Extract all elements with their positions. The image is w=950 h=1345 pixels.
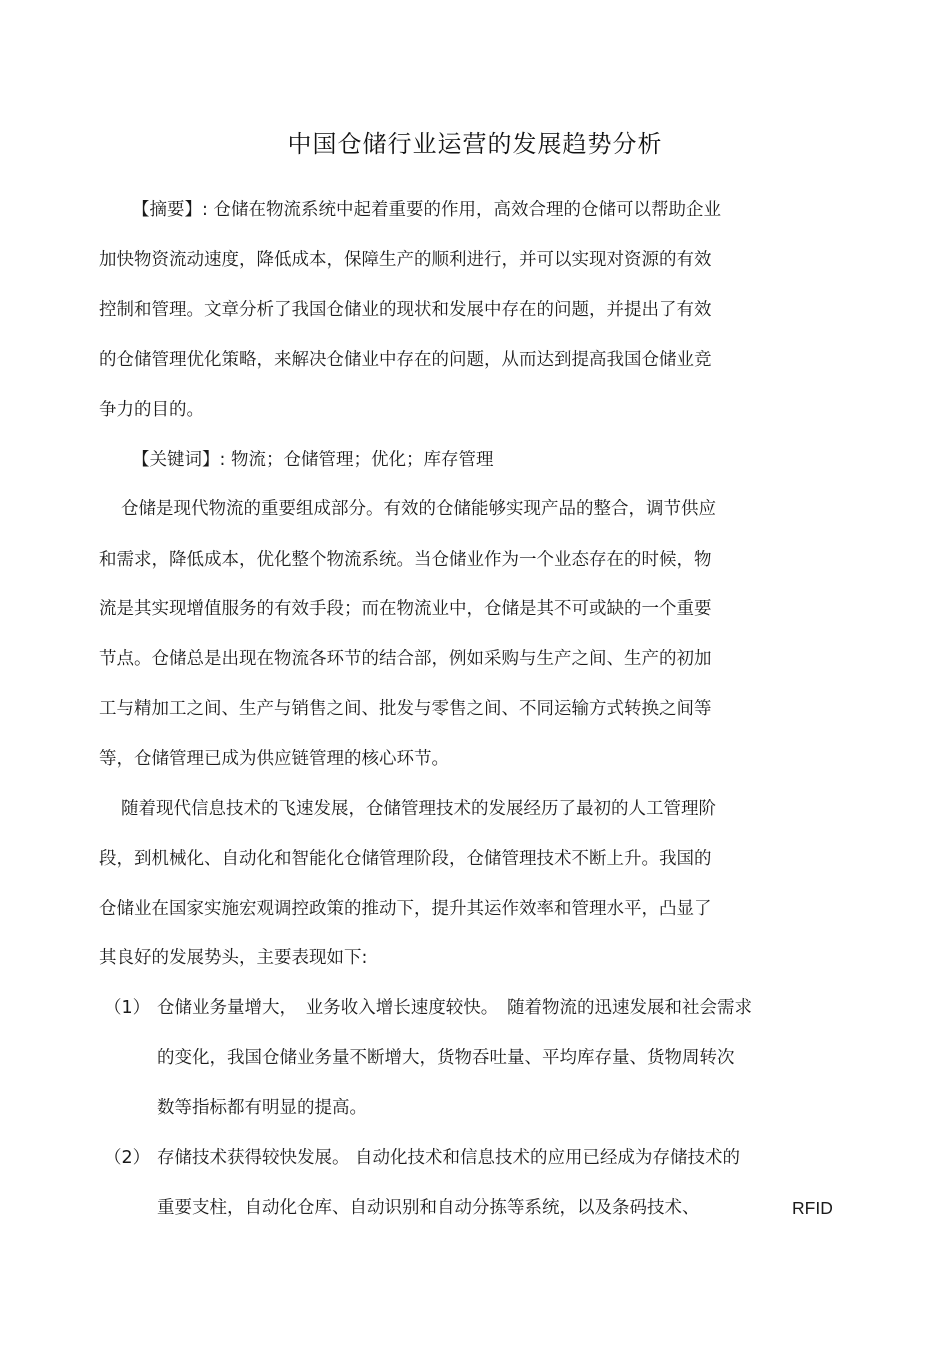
list-item-line: 的变化，我国仓储业务量不断增大，货物吞吐量、平均库存量、货物周转次 — [157, 1048, 735, 1068]
list-item-number: （1） — [104, 998, 151, 1018]
abstract-line: 控制和管理。文章分析了我国仓储业的现状和发展中存在的问题，并提出了有效 — [99, 300, 712, 320]
body-line: 其良好的发展势头，主要表现如下: — [99, 948, 368, 968]
abstract-line: 加快物资流动速度，降低成本，保障生产的顺利进行，并可以实现对资源的有效 — [99, 250, 712, 270]
body-line: 节点。仓储总是出现在物流各环节的结合部，例如采购与生产之间、生产的初加 — [99, 649, 712, 669]
abstract-line: 的仓储管理优化策略，来解决仓储业中存在的问题，从而达到提高我国仓储业竞 — [99, 350, 712, 370]
body-line: 流是其实现增值服务的有效手段；而在物流业中，仓储是其不可或缺的一个重要 — [99, 599, 712, 619]
document-title: 中国仓储行业运营的发展趋势分析 — [287, 130, 663, 158]
list-item-line: 仓储业务量增大， 业务收入增长速度较快。 随着物流的迅速发展和社会需求 — [157, 998, 752, 1018]
body-line: 随着现代信息技术的飞速发展，仓储管理技术的发展经历了最初的人工管理阶 — [121, 799, 716, 819]
body-line: 和需求，降低成本，优化整个物流系统。当仓储业作为一个业态存在的时候，物 — [99, 550, 712, 570]
list-item-line: 存储技术获得较快发展。 自动化技术和信息技术的应用已经成为存储技术的 — [157, 1148, 741, 1168]
list-item-number: （2） — [104, 1148, 151, 1168]
list-item-line: 重要支柱，自动化仓库、自动识别和自动分拣等系统，以及条码技术、 — [157, 1198, 700, 1218]
body-line: 工与精加工之间、生产与销售之间、批发与零售之间、不同运输方式转换之间等 — [99, 699, 712, 719]
abstract-line: 争力的目的。 — [99, 400, 204, 420]
body-line: 等，仓储管理已成为供应链管理的核心环节。 — [99, 749, 449, 769]
body-line: 仓储是现代物流的重要组成部分。有效的仓储能够实现产品的整合，调节供应 — [121, 499, 716, 519]
rfid-term: RFID — [792, 1198, 833, 1218]
keywords-line: 【关键词】: 物流；仓储管理；优化；库存管理 — [132, 450, 494, 470]
list-item-line: 数等指标都有明显的提高。 — [157, 1098, 367, 1118]
body-line: 段，到机械化、自动化和智能化仓储管理阶段，仓储管理技术不断上升。我国的 — [99, 849, 712, 869]
body-line: 仓储业在国家实施宏观调控政策的推动下，提升其运作效率和管理水平，凸显了 — [99, 899, 712, 919]
abstract-line: 【摘要】: 仓储在物流系统中起着重要的作用，高效合理的仓储可以帮助企业 — [132, 200, 721, 220]
